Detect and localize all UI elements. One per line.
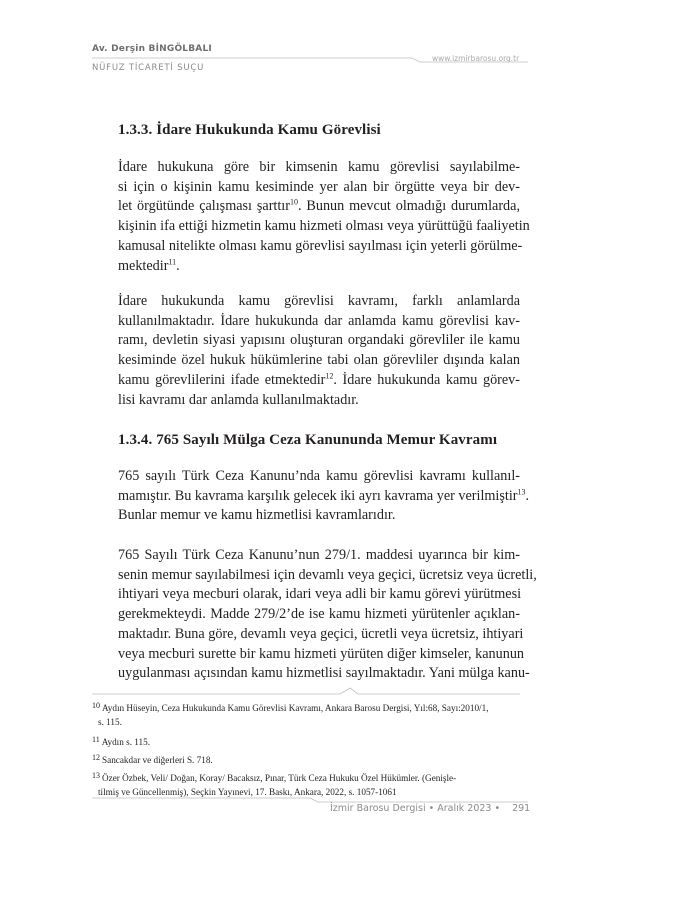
footnote-text: Aydın s. 115. [101,737,151,747]
paragraph-line: İdare hukukunda kamu görevlisi kavramı, farklı anlamlarda [118,293,520,309]
footnote-text: Sancakdar ve diğerleri S. 718. [102,755,213,765]
paragraph-line: Bunlar memur ve kamu hizmetlisi kavramlarıdır. [118,507,396,524]
paragraph-text: kamu görevlilerini ifade etmektedir [118,371,326,388]
header-article-title: NÜFUZ TİCARETİ SUÇU [92,63,205,73]
paragraph-text: . [525,487,530,504]
footnote-text: s. 115. [98,717,122,727]
paragraph-line: 765 Sayılı Türk Ceza Kanunu’nun 279/1. maddesi uyarınca bir kim- [118,547,520,563]
footnote-10 [92,699,522,729]
footnote-ref-10[interactable]: 10 [289,197,298,207]
footer [330,803,530,814]
section-heading-1-3-3: 1.3.3. İdare Hukukunda Kamu Görevlisi [118,122,381,138]
paragraph-line [118,371,520,391]
paragraph-line: gerekmekteydi. Madde 279/2’de ise kamu hizmeti yürütenler açıklan- [118,606,520,623]
paragraph-text: . [176,257,180,274]
footnote-11 [92,733,522,749]
paragraph-line: kesiminde özel hukuk hükümlerine tabi olan görevliler dışında kalan [118,352,520,369]
paragraph-text: mektedir [118,257,169,274]
footnote-text: Özer Özbek, Veli/ Doğan, Koray/ Bacaksız, Pınar, Türk Ceza Hukuku Özel Hükümler. (Genişle- [102,773,457,783]
paragraph-line: ramı, devletin siyasi yapısını oluşturan organdaki görevliler ile kamu [118,332,520,349]
paragraph-2 [118,292,520,410]
header-author: Av. Derşin BİNGÖLBALI [92,44,212,54]
section-heading-1-3-4: 1.3.4. 765 Sayılı Mülga Ceza Kanununda Memur Kavramı [118,432,498,448]
paragraph-line: 765 sayılı Türk Ceza Kanunu’nda kamu görevlisi kavramı kullanıl- [118,468,520,484]
footnote-12 [92,751,522,767]
paragraph-line: veya mecburi surette bir kamu hizmeti yürüten diğer kimseler, kanunun [118,645,525,662]
footnote-number: 12 [92,753,100,762]
paragraph-3 [118,467,530,526]
paragraph-line: uygulanması açısından kamu hizmetlisi sayılmaktadır. Yani mülga kanu- [118,665,530,682]
footnote-number: 13 [92,771,100,780]
paragraph-line [118,197,520,217]
footnote-text: tilmiş ve Güncellenmiş), Seçkin Yayınevi, 17. Baskı, Ankara, 2022, s. 1057-1061 [98,787,397,797]
header-rule [0,0,700,120]
paragraph-line: kamusal nitelikte olması kamu görevlisi sayılması için yeterli görülme- [118,237,523,254]
paragraph-1 [118,158,530,276]
footnote-ref-13[interactable]: 13 [517,486,526,496]
paragraph-line: kullanılmaktadır. İdare hukukunda dar anlamda kamu görevlisi kav- [118,312,520,329]
footnote-ref-12[interactable]: 12 [325,371,334,381]
footer-journal: İzmir Barosu Dergisi • Aralık 2023 • [330,803,501,814]
paragraph-line: lisi kavramı dar anlamda kullanılmaktadır. [118,391,359,408]
paragraph-line: senin memur sayılabilmesi için devamlı veya geçici, ücretsiz veya ücretli, [118,566,537,583]
paragraph-line [118,486,530,507]
paragraph-line [118,257,520,277]
footnote-ref-11[interactable]: 11 [168,256,177,266]
page-number: 291 [512,803,531,814]
header-url: www.izmirbarosu.org.tr [432,54,520,63]
paragraph-line: İdare hukukuna göre bir kimsenin kamu görevlisi sayılabilme- [118,159,520,175]
footnote-text: Aydın Hüseyin, Ceza Hukukunda Kamu Görevlisi Kavramı, Ankara Barosu Dergisi, Yıl:68, Sayı:2010/1, [102,703,489,713]
paragraph-text: . Bunun mevcut olmadığı durumlarda, [297,198,520,215]
paragraph-text: let örgütünde çalışması şarttır [118,198,290,215]
paragraph-line: si için o kişinin kamu kesiminde yer alan bir örgütte veya bir dev- [118,178,520,195]
footnote-number: 11 [92,735,100,744]
paragraph-text: . İdare hukukunda kamu görev- [333,371,520,388]
paragraph-line: maktadır. Buna göre, devamlı veya geçici, ücretli veya ücretsiz, ihtiyari [118,625,524,642]
paragraph-4 [118,546,537,684]
paragraph-line: ihtiyari veya mecburi olarak, idari veya adli bir kamu görevi yürütmesi [118,586,522,603]
paragraph-line: kişinin ifa ettiği hizmetin kamu hizmeti olması veya yürüttüğü faaliyetin [118,218,530,235]
footnote-number: 10 [92,701,100,710]
paragraph-text: mamıştır. Bu kavrama karşılık gelecek iki ayrı kavrama yer verilmiştir [118,487,518,504]
